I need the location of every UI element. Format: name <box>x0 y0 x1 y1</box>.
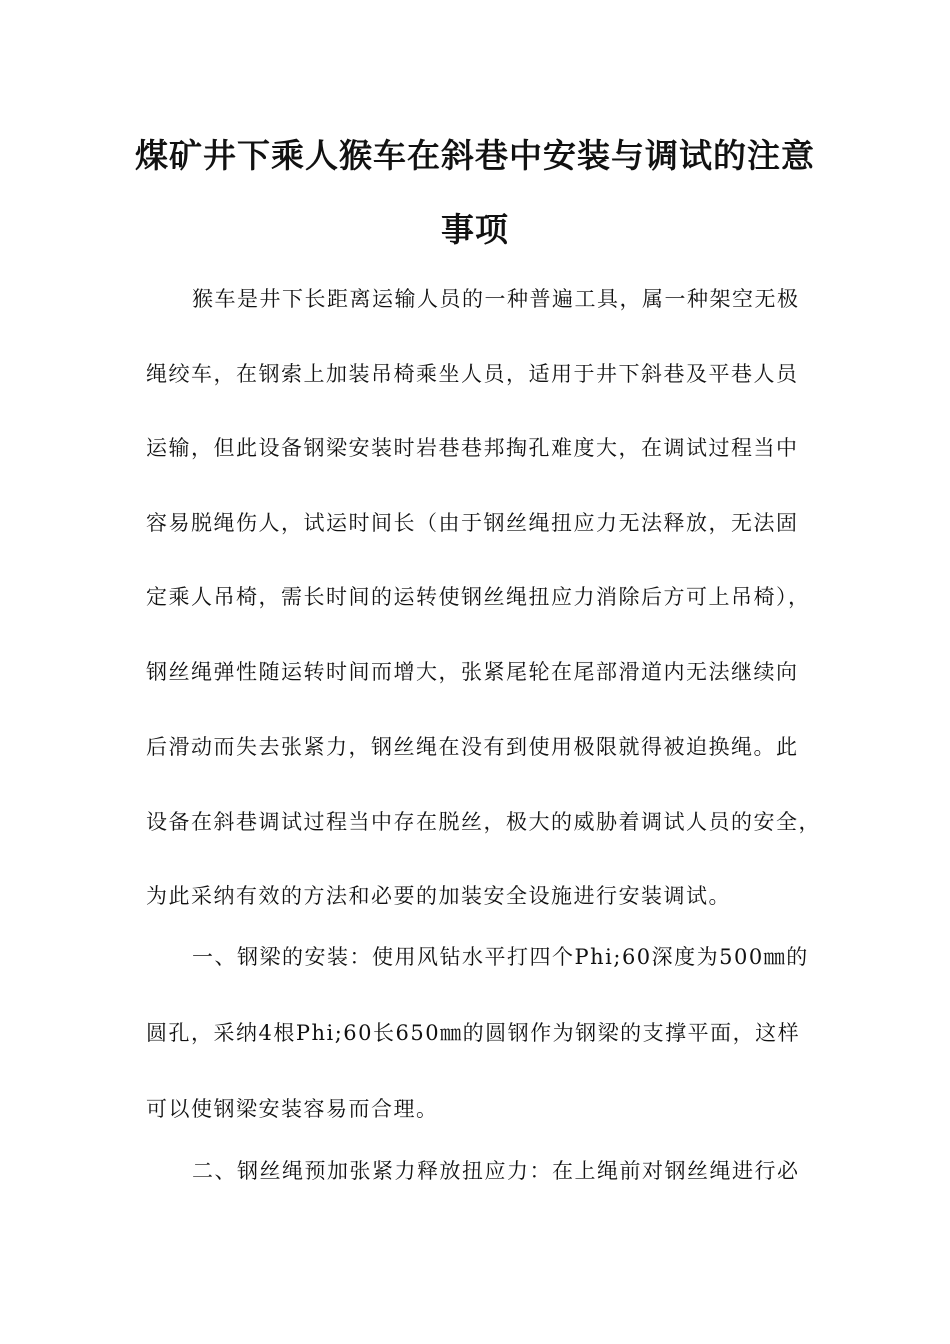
paragraph-1-line-7: 后滑动而失去张紧力，钢丝绳在没有到使用极限就得被迫换绳。此 <box>146 735 799 759</box>
paragraph-2-line-1: 一、钢梁的安装：使用风钻水平打四个Phi;60深度为500㎜的 <box>192 945 809 969</box>
paragraph-1-line-5: 定乘人吊椅，需长时间的运转使钢丝绳扭应力消除后方可上吊椅）， <box>146 585 811 609</box>
paragraph-1-line-8: 设备在斜巷调试过程当中存在脱丝，极大的威胁着调试人员的安全， <box>146 810 821 834</box>
paragraph-2-line-3: 可以使钢梁安装容易而合理。 <box>146 1097 439 1121</box>
paragraph-1-line-4: 容易脱绳伤人，试运时间长（由于钢丝绳扭应力无法释放，无法固 <box>146 511 799 535</box>
document-title-line-1: 煤矿井下乘人猴车在斜巷中安装与调试的注意 <box>135 136 815 175</box>
paragraph-1-line-9: 为此采纳有效的方法和必要的加装安全设施进行安装调试。 <box>146 884 731 908</box>
paragraph-1-line-6: 钢丝绳弹性随运转时间而增大，张紧尾轮在尾部滑道内无法继续向 <box>146 660 799 684</box>
paragraph-1-line-2: 绳绞车，在钢索上加装吊椅乘坐人员，适用于井下斜巷及平巷人员 <box>146 362 799 386</box>
paragraph-2-line-2: 圆孔，采纳4根Phi;60长650㎜的圆钢作为钢梁的支撑平面，这样 <box>146 1021 801 1045</box>
document-title-line-2: 事项 <box>441 210 509 249</box>
paragraph-1-line-1: 猴车是井下长距离运输人员的一种普遍工具，属一种架空无极 <box>192 287 800 311</box>
paragraph-3-line-1: 二、钢丝绳预加张紧力释放扭应力：在上绳前对钢丝绳进行必 <box>192 1159 800 1183</box>
paragraph-1-line-3: 运输，但此设备钢梁安装时岩巷巷邦掏孔难度大，在调试过程当中 <box>146 436 799 460</box>
